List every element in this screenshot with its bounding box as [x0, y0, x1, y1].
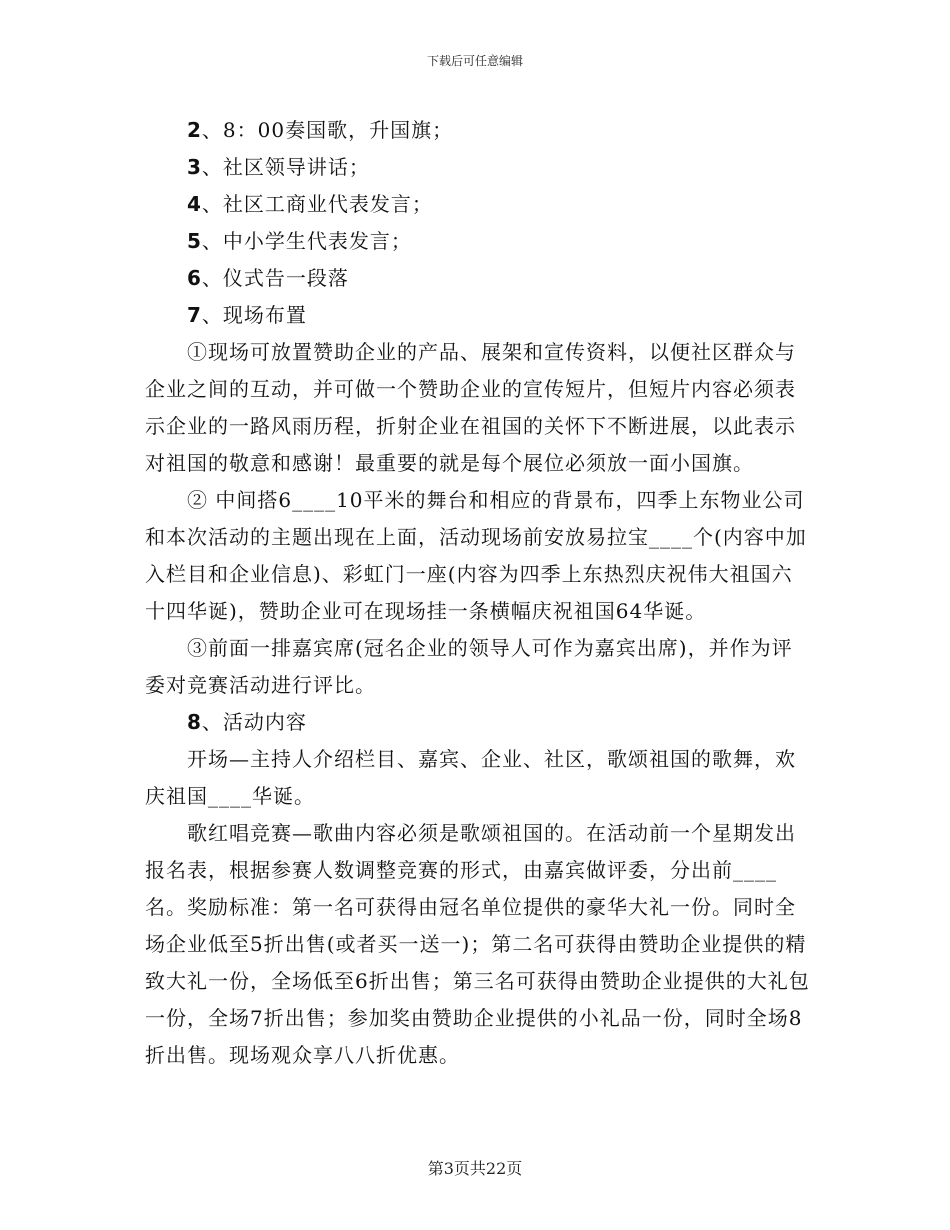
item-text: 、社区领导讲话； [201, 155, 370, 179]
list-item [145, 260, 810, 297]
item-number: 3 [187, 155, 202, 179]
list-item [145, 112, 810, 149]
list-item [145, 149, 810, 186]
item-text: 、社区工商业代表发言； [201, 192, 433, 216]
list-item [145, 223, 810, 260]
list-item [145, 704, 810, 741]
item-text: 、现场布置 [201, 303, 307, 327]
item-text: 、活动内容 [201, 710, 307, 734]
list-item [145, 186, 810, 223]
page-footer: 第3页共22页 [427, 1159, 523, 1178]
paragraph-exhibits: ①现场可放置赞助企业的产品、展架和宣传资料，以便社区群众与企业之间的互动，并可做一个赞助企业的宣传短片，但短片内容必须表示企业的一路风雨历程，折射企业在祖国的关怀下不断进展，以此表示对祖国的敬意和感谢！最重要的就是每个展位必须放一面小国旗。 [145, 340, 796, 475]
item-text: 、仪式告一段落 [201, 266, 349, 290]
item-text: 、8：00奏国歌，升国旗； [201, 118, 454, 142]
item-number: 8 [187, 710, 202, 734]
list-item [145, 297, 810, 334]
paragraph-contest: 歌红唱竞赛—歌曲内容必须是歌颂祖国的。在活动前一个星期发出报名表，根据参赛人数调整竞赛的形式，由嘉宾做评委，分出前____名。奖励标准：第一名可获得由冠名单位提供的豪华大礼一份。同时全场企业低至5折出售(或者买一送一)；第二名可获得由赞助企业提供的精致大礼一份，全场低至6折出售；第三名可获得由赞助企业提供的大礼包一份，全场7折出售；参加奖由赞助企业提供的小礼品一份，同时全场8折出售。现场观众享八八折优惠。 [145, 821, 810, 1067]
item-number: 2 [187, 118, 202, 142]
paragraph-guests: ③前面一排嘉宾席(冠名企业的领导人可作为嘉宾出席)，并作为评委对竞赛活动进行评比。 [145, 636, 793, 697]
item-number: 6 [187, 266, 202, 290]
item-number: 4 [187, 192, 202, 216]
item-number: 5 [187, 229, 202, 253]
paragraph-opening: 开场—主持人介绍栏目、嘉宾、企业、社区，歌颂祖国的歌舞，欢庆祖国____华诞。 [145, 747, 796, 808]
document-body [145, 112, 810, 1074]
item-number: 7 [187, 303, 202, 327]
item-text: 、中小学生代表发言； [201, 229, 412, 253]
page-header: 下载后可任意编辑 [426, 54, 523, 68]
paragraph-stage: ② 中间搭6____10平米的舞台和相应的背景布，四季上东物业公司和本次活动的主题出现在上面，活动现场前安放易拉宝____个(内容中加入栏目和企业信息)、彩虹门一座(内容为四季上东热烈庆祝伟大祖国六十四华诞)，赞助企业可在现场挂一条横幅庆祝祖国64华诞。 [145, 488, 807, 623]
